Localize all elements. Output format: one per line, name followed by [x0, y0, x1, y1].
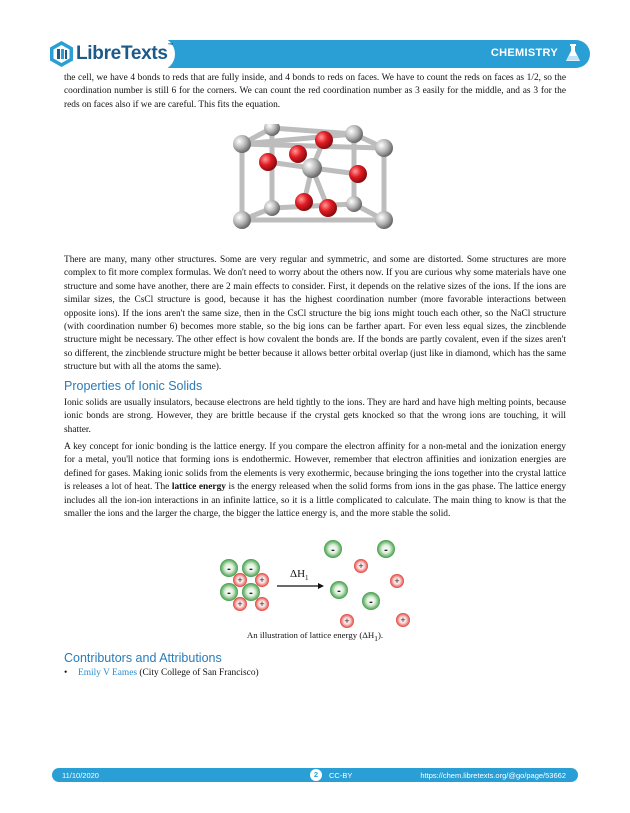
paragraph-lattice-energy: A key concept for ionic bonding is the lattice energy. If you compare the electron affinity for a non-metal and the ionization energy for a metal, you'll notice that forming ions is endothermic. However, remember that electron affinities and ionization energies are defined for gases. Making ionic solids from the elements is very exothermic, because bringing the ions together into the crystal lattice is releases a lot of heat. The lattice energy is the energy released when the solid forms from ions in the gas phase. The lattice energy includes all the ion-ion interactions in an infinite lattice, so it is a little complicated to calculate. The main thing to know is that the smaller the ions and the larger the charge, the bigger the lattice energy is, and the more stable the solid. [64, 442, 567, 520]
contributor-affiliation: (City College of San Francisco) [137, 668, 259, 678]
page-number-badge: 2 [310, 769, 322, 781]
contributors-list [64, 668, 259, 678]
paragraph-coordination: the cell, we have 4 bonds to reds that are fully inside, and 4 bonds to reds on faces. We have to count the reds on faces as 1/2, so the coordination number is still 6 for the corners. We can count the red coordination number as 3 easily for the middle, and as 3 for the reds on faces also if we are careful. This fits the equation. [64, 73, 566, 110]
heading-contributors: Contributors and Attributions [64, 651, 222, 665]
page-footer [52, 768, 578, 782]
paragraph-ionic-properties: Ionic solids are usually insulators, because electrons are held tightly to the ions. They are hard and have high melting points, because ionic bonds are strong. However, they are brittle because if the crystal gets knocked so that the wrong ions are touching, it will shatter. [64, 398, 566, 435]
flask-icon [565, 43, 581, 63]
libretexts-logo[interactable] [45, 37, 175, 71]
delta-h-label: $\Delta H_1$ [290, 568, 309, 582]
lattice-energy-illustration [214, 538, 414, 630]
svg-text:+: + [259, 599, 265, 609]
svg-text:-: - [249, 563, 253, 575]
footer-date: 11/10/2020 [62, 770, 99, 780]
lattice-energy-term: lattice energy [171, 482, 226, 493]
svg-text:-: - [384, 544, 388, 556]
svg-text:-: - [249, 587, 253, 599]
reaction-arrow-icon [277, 583, 324, 589]
subject-label: CHEMISTRY [490, 47, 558, 59]
cscl-crystal-structure-image [228, 124, 402, 232]
svg-text:-: - [227, 587, 231, 599]
svg-text:-: - [227, 563, 231, 575]
figure-caption: An illustration of lattice energy $(\Delta H_1)$. [246, 630, 384, 643]
svg-text:+: + [237, 575, 243, 585]
svg-text:+: + [259, 575, 265, 585]
logo-text: LibreTexts™ [76, 43, 174, 64]
libretexts-logo-icon [48, 40, 75, 68]
heading-properties-ionic-solids: Properties of Ionic Solids [64, 379, 203, 393]
license-label: CC-BY [329, 770, 353, 780]
svg-text:-: - [337, 585, 341, 597]
svg-text:-: - [331, 544, 335, 556]
svg-text:+: + [400, 615, 406, 625]
list-bullet: • [64, 668, 68, 678]
svg-text:+: + [344, 616, 350, 626]
page-header [45, 37, 590, 71]
svg-text:-: - [369, 596, 373, 608]
svg-text:+: + [237, 599, 243, 609]
page-url-link[interactable]: https://chem.libretexts.org/@go/page/53662 [420, 770, 566, 780]
svg-text:+: + [358, 561, 364, 571]
svg-text:+: + [394, 576, 400, 586]
contributor-link[interactable]: Emily V Eames [78, 668, 138, 678]
paragraph-other-structures: There are many, many other structures. Some are very regular and symmetric, and some are distorted. Some structures are more complex to fit more complex formulas. We don't need to worry about the others now. If you are curious why some materials have one structure and some have another, there are 2 main effects to consider. First, it depends on the relative sizes of the ions. If the ions are similar sizes, the CsCl structure is good, because it has the highest coordination number (more favorable interactions between opposite ions). If the ions aren't the same size, then in the CsCl structure the big ions might touch each other, so the NaCl structure (with coordination number 6) becomes more stable, so the big ions can be farther apart. For even less equal sizes, the zincblende structure might be necessary. The other effect is how covalent the bonds are. If the bonds are partly covalent, even if the sizes aren't so different, the zincblende structure might be better because it allows better orbital overlap (just like in diamond, which has the same structure but with all the atoms the same). [64, 255, 566, 373]
